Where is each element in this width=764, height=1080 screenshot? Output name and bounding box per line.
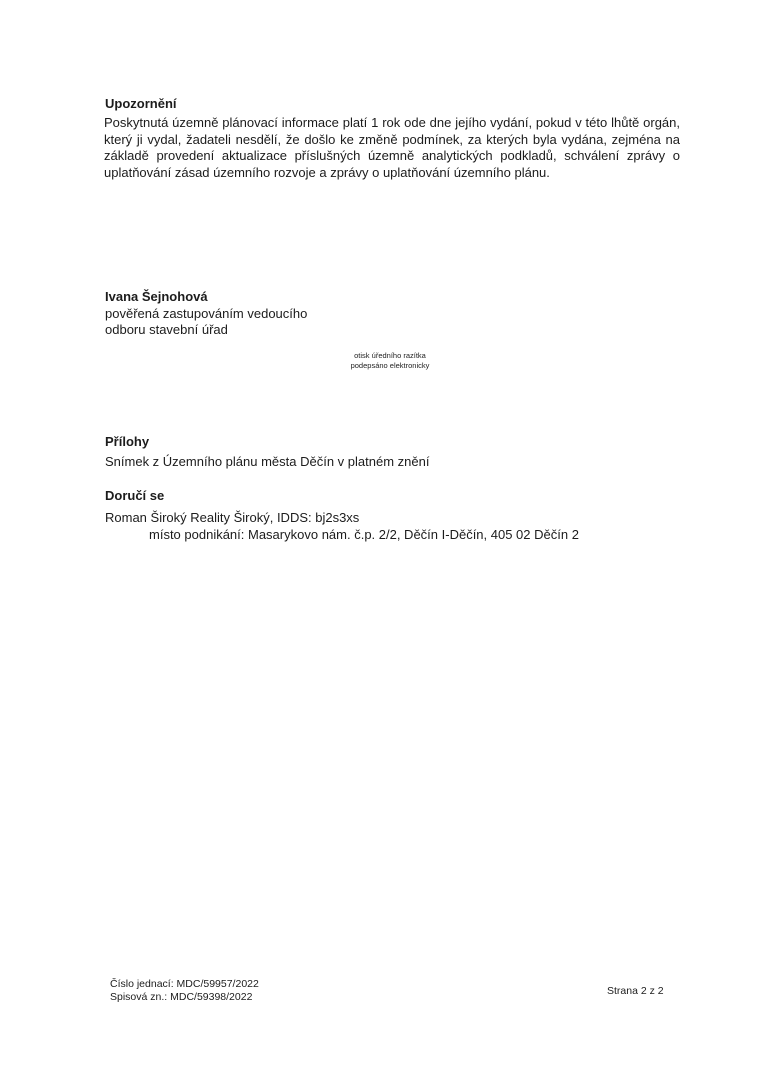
signer-name: Ivana Šejnohová	[105, 289, 208, 304]
notice-text: Poskytnutá územně plánovací informace platí 1 rok ode dne jejího vydání, pokud v této lhůtě orgán, který ji vydal, žadateli nesdělí, že došlo ke změně podmínek, za kterých byla vydána, zejména na základě provedení aktualizace příslušných územně analytických podkladů, schválení zprávy o uplatňování zásad územního rozvoje a zprávy o uplatňování územního plánu.	[104, 115, 680, 180]
signer-role-line2: odboru stavební úřad	[105, 322, 228, 337]
page-number: Strana 2 z 2	[607, 985, 664, 997]
file-number: Spisová zn.: MDC/59398/2022	[110, 991, 253, 1003]
reference-number: Číslo jednací: MDC/59957/2022	[110, 978, 259, 990]
signature-block	[105, 289, 307, 339]
delivery-heading: Doručí se	[105, 488, 165, 503]
attachments-heading: Přílohy	[105, 434, 150, 449]
signer-role-line1: pověřená zastupováním vedoucího	[105, 305, 308, 321]
recipient-block	[105, 510, 579, 543]
attachment-item: Snímek z Územního plánu města Děčín v platném znění	[105, 454, 430, 469]
stamp-placeholder	[320, 351, 460, 371]
notice-heading: Upozornění	[105, 96, 177, 111]
stamp-line1: otisk úředního razítka	[354, 351, 426, 360]
recipient-name: Roman Široký Reality Široký, IDDS: bj2s3xs	[105, 510, 360, 525]
footer-references	[110, 978, 259, 1004]
recipient-address: místo podnikání: Masarykovo nám. č.p. 2/2, Děčín I-Děčín, 405 02 Děčín 2	[149, 526, 579, 542]
stamp-line2: podepsáno elektronicky	[350, 361, 430, 370]
